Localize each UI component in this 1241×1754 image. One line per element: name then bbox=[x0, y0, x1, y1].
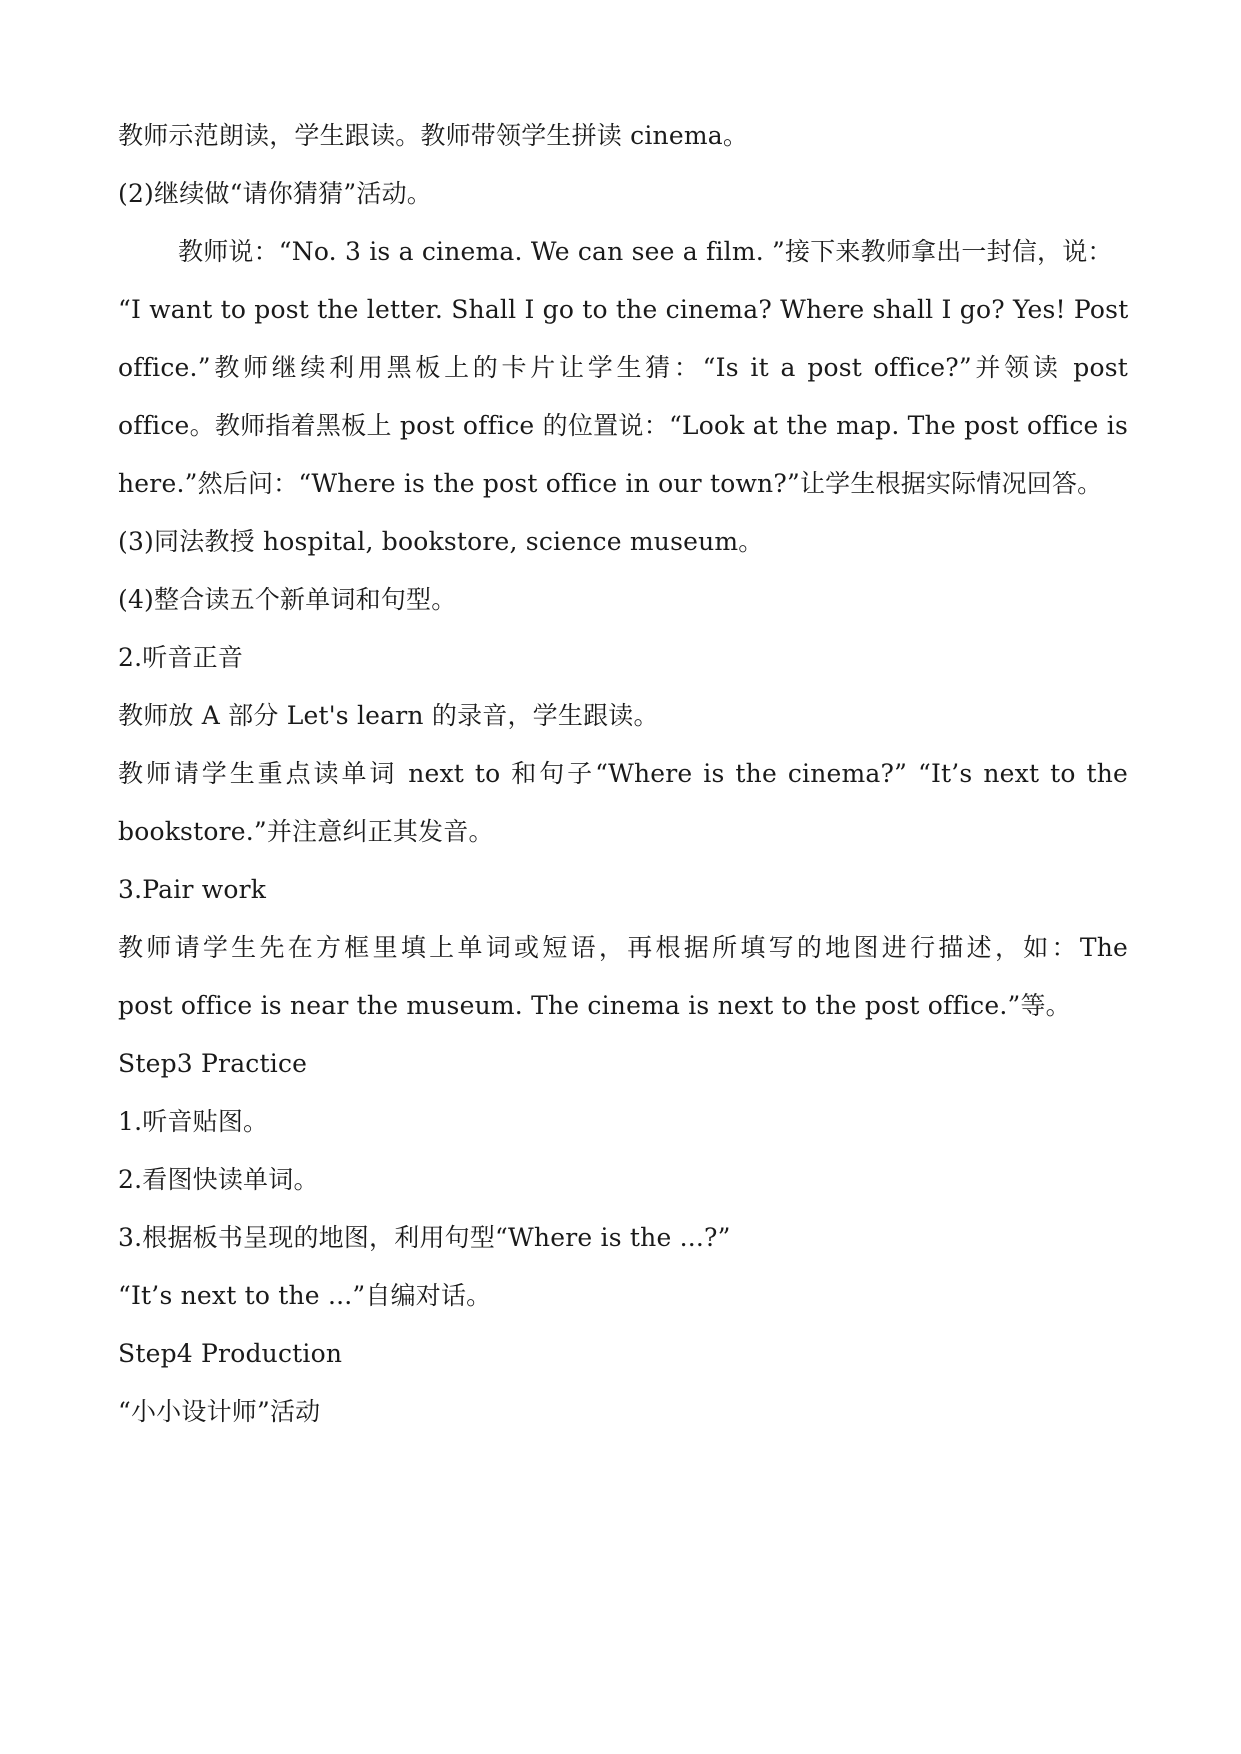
paragraph-line: 教师说：“No. 3 is a cinema. We can see a film. ”接下来教师拿出一封信，说： bbox=[178, 237, 1113, 266]
paragraph-line: (2)继续做“请你猜猜”活动。 bbox=[118, 179, 432, 208]
paragraph-line: (3)同法教授 hospital, bookstore, science museum。 bbox=[118, 527, 764, 556]
step-heading: Step3 Practice bbox=[118, 1049, 308, 1078]
paragraph-line: 教师请学生先在方框里填上单词或短语，再根据所填写的地图进行描述，如：The bbox=[118, 933, 1128, 962]
paragraph-line: post office is near the museum. The cinema is next to the post office.”等。 bbox=[118, 991, 1071, 1020]
list-item: 1.听音贴图。 bbox=[118, 1107, 269, 1136]
paragraph-line: here.”然后问：“Where is the post office in our town?”让学生根据实际情况回答。 bbox=[118, 469, 1103, 498]
paragraph-line: 教师放 A 部分 Let's learn 的录音，学生跟读。 bbox=[118, 701, 659, 730]
step-heading: Step4 Production bbox=[118, 1339, 343, 1368]
paragraph-line: “小小设计师”活动 bbox=[118, 1397, 321, 1426]
paragraph-line: “I want to post the letter. Shall I go to the cinema? Where shall I go? Yes! Post bbox=[118, 295, 1129, 324]
paragraph-line: “It’s next to the ...”自编对话。 bbox=[118, 1281, 492, 1310]
list-item: 2.看图快读单词。 bbox=[118, 1165, 319, 1194]
section-heading: 3.Pair work bbox=[118, 875, 267, 904]
paragraph-line: bookstore.”并注意纠正其发音。 bbox=[118, 817, 494, 846]
paragraph-line: office.”教师继续利用黑板上的卡片让学生猜：“Is it a post office?”并领读 post bbox=[118, 353, 1128, 382]
section-heading: 2.听音正音 bbox=[118, 643, 244, 672]
list-item: 3.根据板书呈现的地图，利用句型“Where is the ...?” bbox=[118, 1223, 731, 1252]
paragraph-line: (4)整合读五个新单词和句型。 bbox=[118, 585, 457, 614]
paragraph-line: 教师示范朗读，学生跟读。教师带领学生拼读 cinema。 bbox=[118, 121, 749, 150]
paragraph-line: 教师请学生重点读单词 next to 和句子“Where is the cinema?” “It’s next to the bbox=[118, 759, 1128, 788]
paragraph-line: office。教师指着黑板上 post office 的位置说：“Look at the map. The post office is bbox=[118, 411, 1128, 440]
